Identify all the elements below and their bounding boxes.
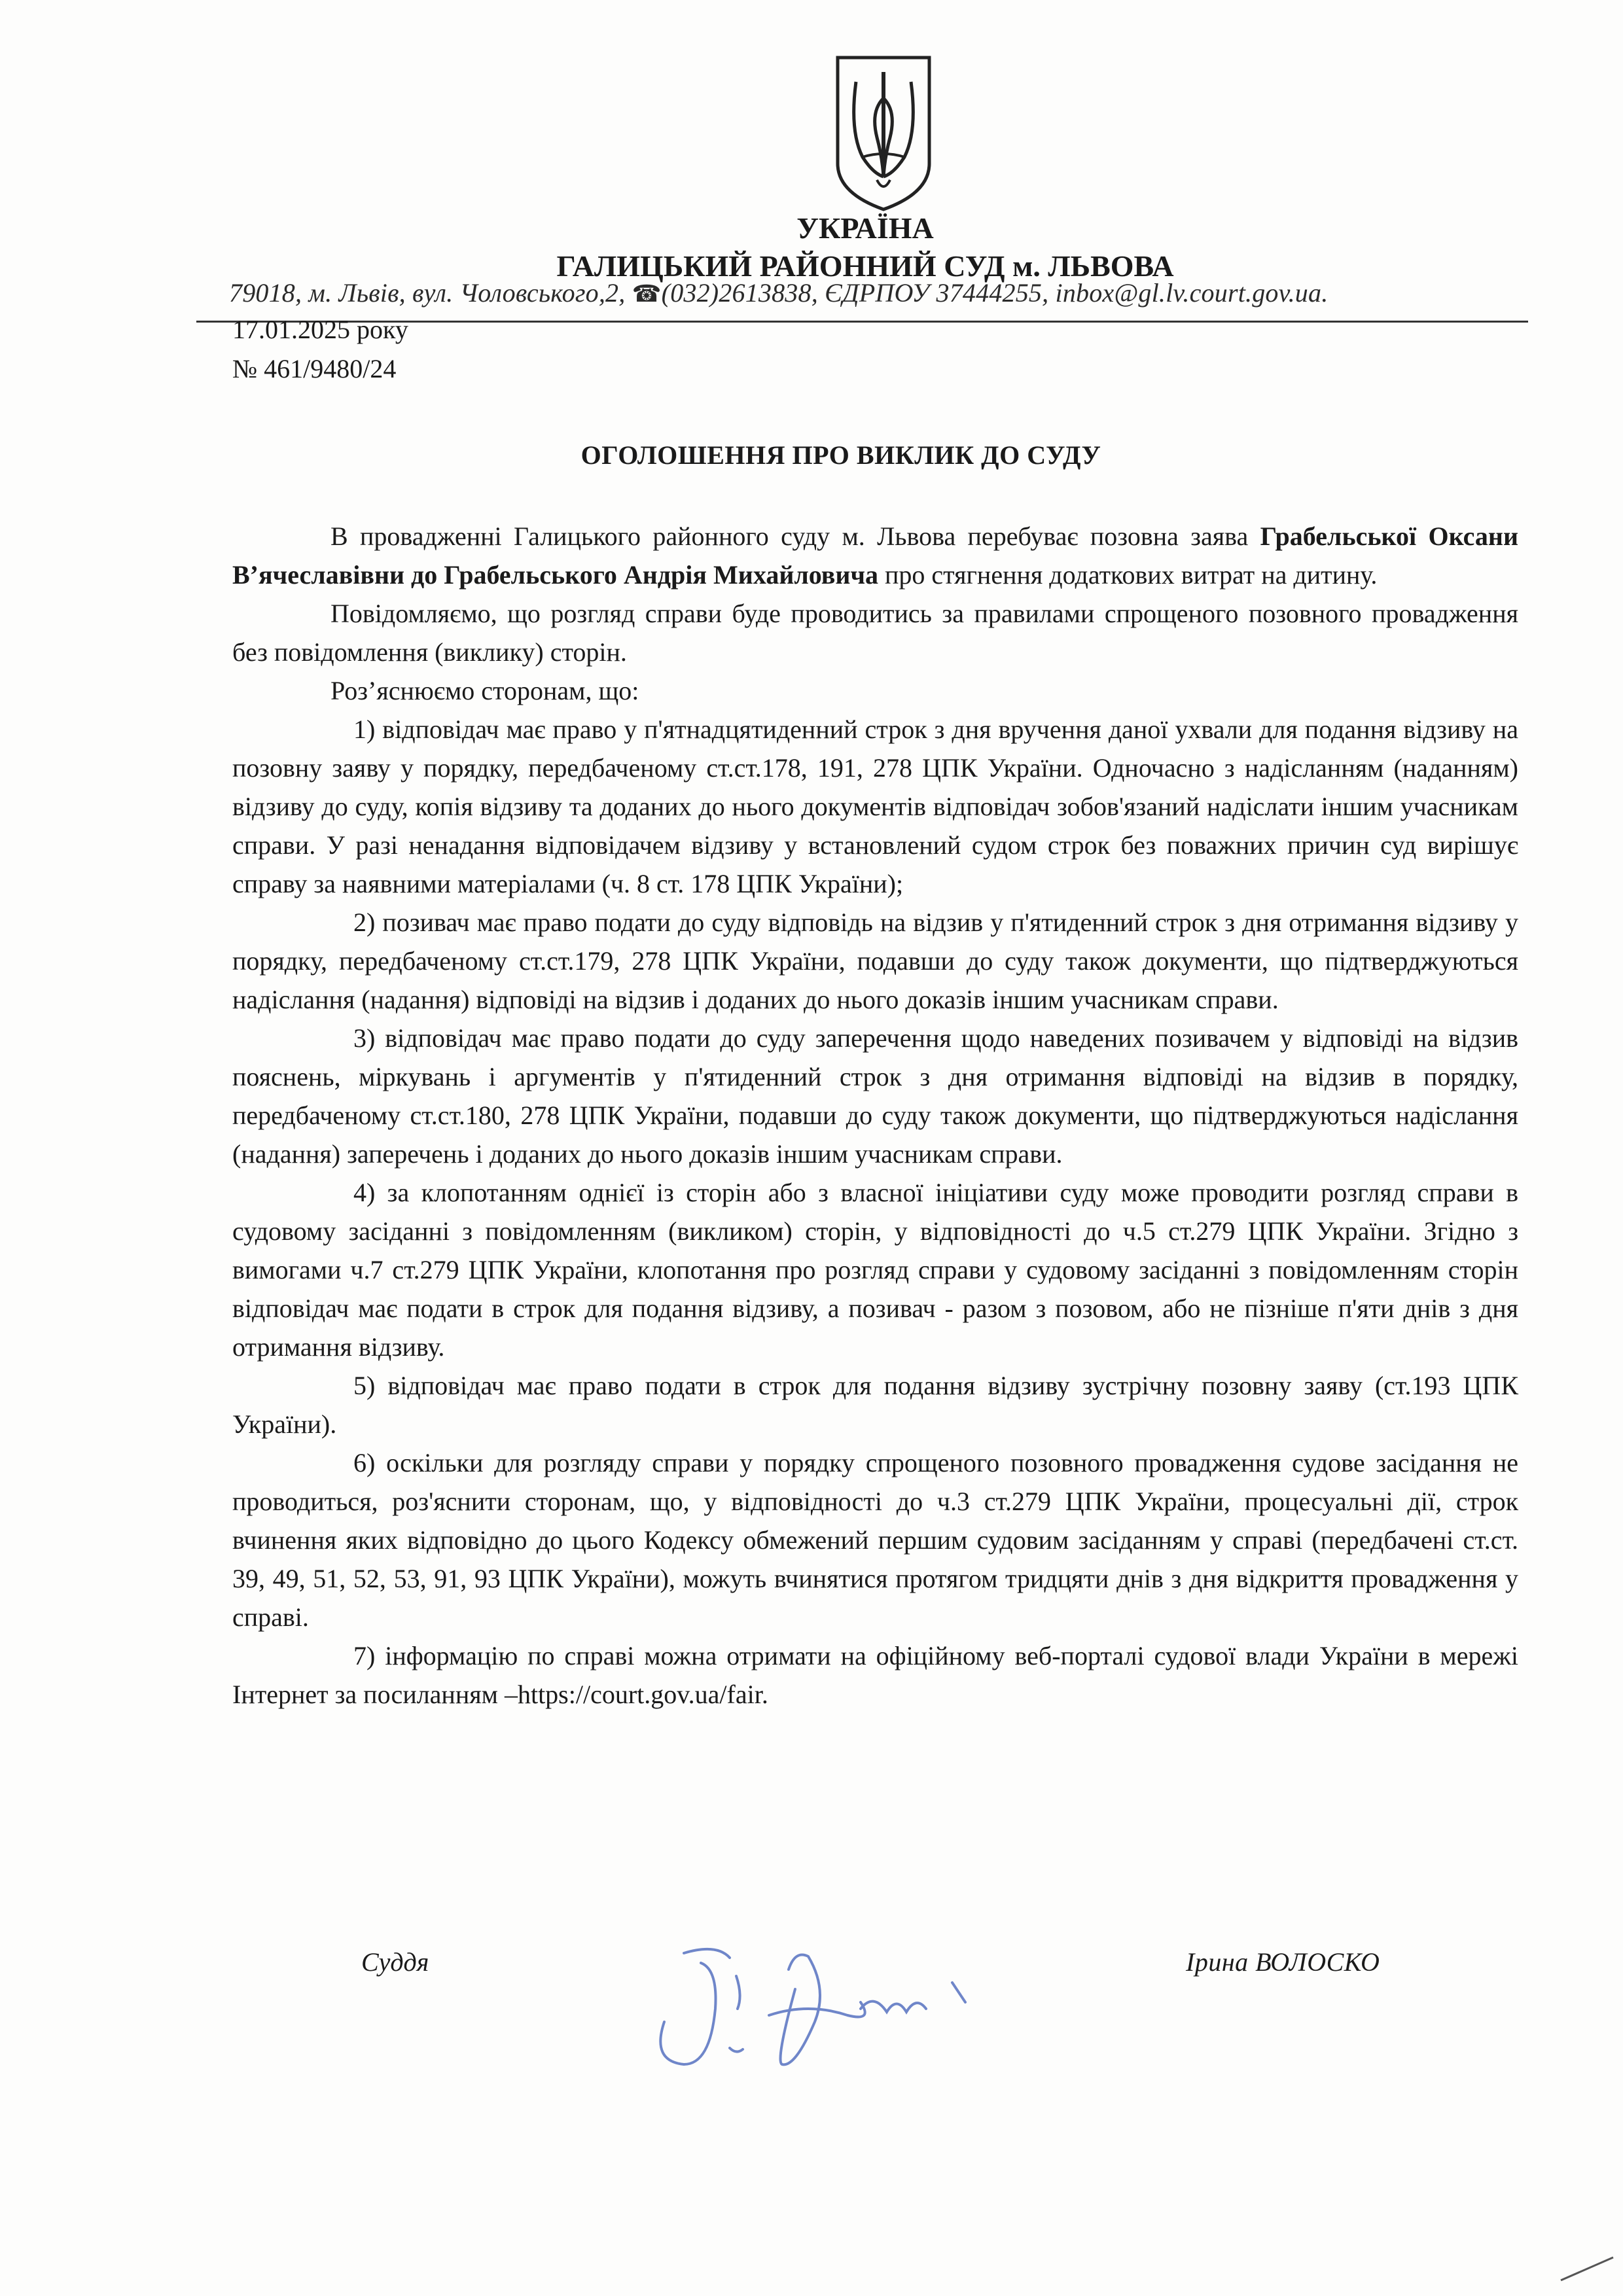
signer-role: Суддя bbox=[361, 1947, 429, 1977]
page-corner-mark bbox=[1558, 2251, 1616, 2287]
document-body bbox=[232, 517, 1518, 1714]
header-address bbox=[229, 277, 1525, 308]
handwritten-signature bbox=[638, 1930, 1005, 2087]
parties-names: Грабельської Оксани В’ячеславівни до Грабельського Андрія Михайловича bbox=[232, 521, 1518, 590]
list-item: 4) за клопотанням однієї із сторін або з власної ініціативи суду може проводити розгляд справи в судовому засіданні з повідомленням (викликом) сторін, у відповідності до ч.5 ст.279 ЦПК України. Згідно з вимогами ч.7 ст.279 ЦПК України, клопотання про розгляд справи у судовому засіданні з повідомленням сторін відповідач має подати в строк для подання відзиву, а позивач - разом з позовом, або не пізніше п'яти днів з дня отримання відзиву. bbox=[232, 1178, 1518, 1362]
list-item: 2) позивач має право подати до суду відповідь на відзив у п'ятиденний строк з дня отримання відзиву у порядку, передбаченому ст.ст.179, 278 ЦПК України, подавши до суду також документи, що підтверджуються надіслання (надання) відповіді на відзив і доданих до нього доказів іншим учасникам справи. bbox=[232, 908, 1518, 1014]
case-number: № 461/9480/24 bbox=[232, 354, 397, 383]
list-item: 6) оскільки для розгляду справи у порядку спрощеного позовного провадження судове засідання не проводиться, роз'яснити сторонам, що, у відповідності до ч.3 ст.279 ЦПК України, процесуальні дії, строк вчинення яких відповідно до цього Кодексу обмежений першим судовим засіданням у справі (передбачені ст.ст. 39, 49, 51, 52, 53, 91, 93 ЦПК України), можуть вчинятися протягом тридцяти днів з дня відкриття провадження у справі. bbox=[232, 1448, 1518, 1632]
list-item: 3) відповідач має право подати до суду заперечення щодо наведених позивачем у відповіді на відзив пояснень, міркувань і аргументів у п'ятиденний строк з дня отримання відповіді на відзив в порядку, передбаченому ст.ст.180, 278 ЦПК України, подавши до суду також документи, що підтверджуються надіслання (надання) заперечень і доданих до нього доказів іншим учасникам справи. bbox=[232, 1023, 1518, 1169]
list-item: 7) інформацію по справі можна отримати на офіційному веб-порталі судової влади України в мережі Інтернет за посиланням –https://court.gov.ua/fair. bbox=[232, 1641, 1518, 1709]
document-title: ОГОЛОШЕННЯ ПРО ВИКЛИК ДО СУДУ bbox=[580, 440, 1101, 470]
paragraph-procedure: Повідомляємо, що розгляд справи буде проводитись за правилами спрощеного позовного провадження без повідомлення (виклику) сторін. bbox=[232, 599, 1518, 667]
coat-of-arms-icon bbox=[831, 52, 936, 213]
paragraph-intro: В провадженні Галицького районного суду м. Львова перебуває позовна заява Грабельської Оксани В’ячеславівни до Грабельського Андрія Михайловича про стягнення додаткових витрат на дитину. bbox=[232, 521, 1518, 590]
header-country: УКРАЇНА bbox=[796, 211, 934, 245]
address-text: 79018, м. Львів, вул. Чоловського,2, bbox=[229, 278, 632, 308]
signer-name: Ірина ВОЛОСКО bbox=[1186, 1947, 1380, 1977]
document-date: 17.01.2025 року bbox=[232, 315, 408, 344]
list-item: 1) відповідач має право у п'ятнадцятиденний строк з дня вручення даної ухвали для подання відзиву на позовну заяву у порядку, передбаченому ст.ст.178, 191, 278 ЦПК України. Одночасно з надісланням (наданням) відзиву до суду, копія відзиву та доданих до нього документів відповідач зобов'язаний надіслати іншим учасникам справи. У разі ненадання відповідачем відзиву у встановлений судом строк без поважних причин суд вирішує справу за наявними матеріалами (ч. 8 ст. 178 ЦПК України); bbox=[232, 715, 1518, 898]
address-contacts: (032)2613838, ЄДРПОУ 37444255, inbox@gl.lv.court.gov.ua. bbox=[661, 278, 1329, 308]
paragraph-explanation: Роз’яснюємо сторонам, що: bbox=[330, 676, 639, 705]
header-court-name: ГАЛИЦЬКИЙ РАЙОННИЙ СУД м. ЛЬВОВА bbox=[556, 249, 1174, 283]
phone-icon: ☎ bbox=[632, 281, 662, 307]
list-item: 5) відповідач має право подати в строк для подання відзиву зустрічну позовну заяву (ст.193 ЦПК України). bbox=[232, 1371, 1518, 1439]
